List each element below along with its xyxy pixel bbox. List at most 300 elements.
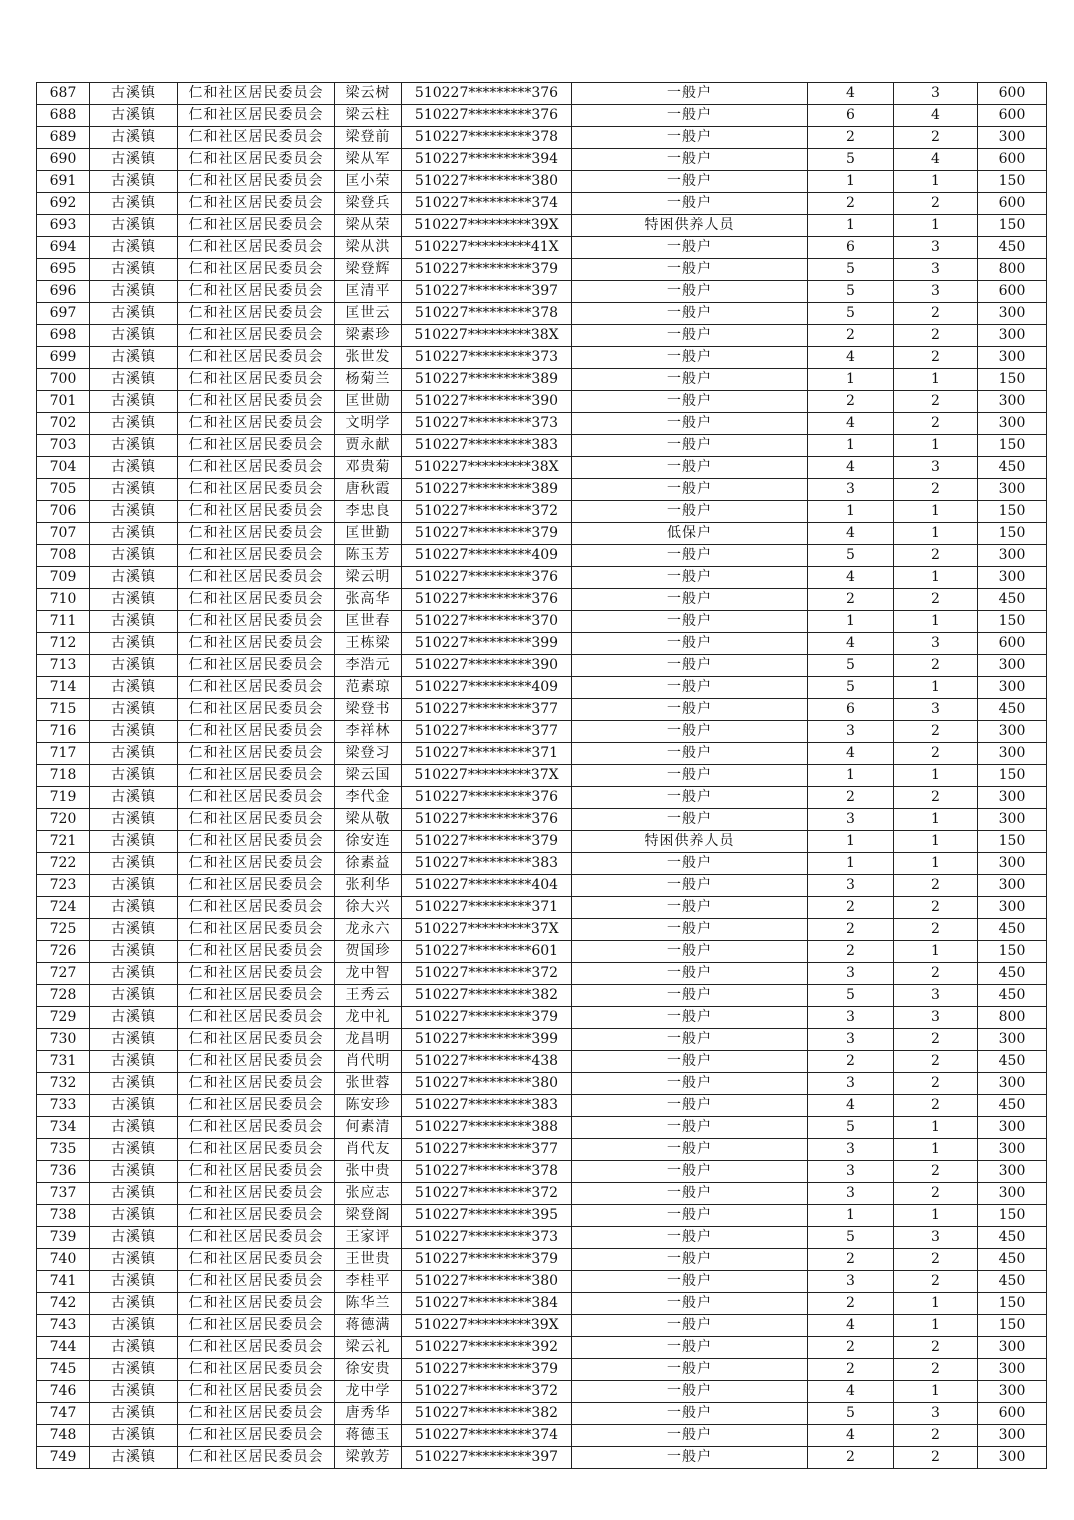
table-row: [37, 1293, 1047, 1315]
row-number-cell: 730: [37, 1029, 90, 1051]
household-size-cell: 4: [808, 1381, 894, 1403]
amount-cell: 300: [978, 303, 1047, 325]
household-category-cell: 一般户: [572, 1161, 808, 1183]
member-count-cell: 2: [894, 1073, 978, 1095]
resident-name-cell: 王栋梁: [335, 633, 402, 655]
household-category-cell: 一般户: [572, 699, 808, 721]
household-category-cell: 一般户: [572, 105, 808, 127]
row-number-cell: 698: [37, 325, 90, 347]
id-number-cell: 510227*********370: [402, 611, 572, 633]
row-number-cell: 688: [37, 105, 90, 127]
household-size-cell: 2: [808, 787, 894, 809]
row-number-cell: 687: [37, 83, 90, 105]
row-number-cell: 741: [37, 1271, 90, 1293]
table-row: [37, 1403, 1047, 1425]
id-number-cell: 510227*********39X: [402, 1315, 572, 1337]
amount-cell: 150: [978, 215, 1047, 237]
member-count-cell: 2: [894, 721, 978, 743]
amount-cell: 150: [978, 941, 1047, 963]
town-cell: 古溪镇: [90, 325, 178, 347]
member-count-cell: 3: [894, 259, 978, 281]
amount-cell: 300: [978, 391, 1047, 413]
row-number-cell: 699: [37, 347, 90, 369]
household-size-cell: 1: [808, 215, 894, 237]
table-row: [37, 611, 1047, 633]
row-number-cell: 689: [37, 127, 90, 149]
community-cell: 仁和社区居民委员会: [178, 809, 335, 831]
resident-name-cell: 梁云明: [335, 567, 402, 589]
table-row: [37, 1447, 1047, 1469]
household-category-cell: 一般户: [572, 1007, 808, 1029]
table-row: [37, 1425, 1047, 1447]
household-size-cell: 1: [808, 853, 894, 875]
id-number-cell: 510227*********373: [402, 1227, 572, 1249]
town-cell: 古溪镇: [90, 677, 178, 699]
table-row: [37, 963, 1047, 985]
town-cell: 古溪镇: [90, 457, 178, 479]
id-number-cell: 510227*********382: [402, 985, 572, 1007]
resident-name-cell: 匡世春: [335, 611, 402, 633]
member-count-cell: 2: [894, 127, 978, 149]
household-category-cell: 一般户: [572, 611, 808, 633]
household-category-cell: 一般户: [572, 963, 808, 985]
household-size-cell: 2: [808, 1293, 894, 1315]
household-category-cell: 一般户: [572, 1249, 808, 1271]
amount-cell: 300: [978, 897, 1047, 919]
household-category-cell: 一般户: [572, 985, 808, 1007]
resident-name-cell: 梁从军: [335, 149, 402, 171]
row-number-cell: 745: [37, 1359, 90, 1381]
resident-name-cell: 陈玉芳: [335, 545, 402, 567]
household-category-cell: 一般户: [572, 545, 808, 567]
row-number-cell: 716: [37, 721, 90, 743]
table-row: [37, 1073, 1047, 1095]
resident-name-cell: 李浩元: [335, 655, 402, 677]
table-row: [37, 655, 1047, 677]
table-row: [37, 765, 1047, 787]
household-category-cell: 一般户: [572, 1117, 808, 1139]
row-number-cell: 695: [37, 259, 90, 281]
town-cell: 古溪镇: [90, 633, 178, 655]
table-row: [37, 457, 1047, 479]
household-size-cell: 3: [808, 1007, 894, 1029]
row-number-cell: 731: [37, 1051, 90, 1073]
member-count-cell: 3: [894, 281, 978, 303]
community-cell: 仁和社区居民委员会: [178, 1271, 335, 1293]
table-row: [37, 721, 1047, 743]
table-row: [37, 347, 1047, 369]
household-category-cell: 一般户: [572, 589, 808, 611]
id-number-cell: 510227*********377: [402, 721, 572, 743]
resident-name-cell: 蒋德满: [335, 1315, 402, 1337]
member-count-cell: 2: [894, 1271, 978, 1293]
row-number-cell: 713: [37, 655, 90, 677]
community-cell: 仁和社区居民委员会: [178, 985, 335, 1007]
id-number-cell: 510227*********399: [402, 1029, 572, 1051]
community-cell: 仁和社区居民委员会: [178, 875, 335, 897]
member-count-cell: 1: [894, 611, 978, 633]
household-category-cell: 一般户: [572, 1447, 808, 1469]
community-cell: 仁和社区居民委员会: [178, 1359, 335, 1381]
amount-cell: 800: [978, 259, 1047, 281]
id-number-cell: 510227*********384: [402, 1293, 572, 1315]
household-size-cell: 3: [808, 875, 894, 897]
id-number-cell: 510227*********376: [402, 809, 572, 831]
id-number-cell: 510227*********390: [402, 391, 572, 413]
id-number-cell: 510227*********38X: [402, 457, 572, 479]
town-cell: 古溪镇: [90, 567, 178, 589]
member-count-cell: 2: [894, 391, 978, 413]
community-cell: 仁和社区居民委员会: [178, 83, 335, 105]
amount-cell: 300: [978, 787, 1047, 809]
amount-cell: 450: [978, 1249, 1047, 1271]
amount-cell: 450: [978, 1051, 1047, 1073]
community-cell: 仁和社区居民委员会: [178, 105, 335, 127]
household-size-cell: 6: [808, 237, 894, 259]
community-cell: 仁和社区居民委员会: [178, 1337, 335, 1359]
table-row: [37, 1117, 1047, 1139]
household-category-cell: 一般户: [572, 457, 808, 479]
household-category-cell: 一般户: [572, 787, 808, 809]
resident-name-cell: 李忠良: [335, 501, 402, 523]
member-count-cell: 3: [894, 237, 978, 259]
table-row: [37, 1139, 1047, 1161]
resident-name-cell: 王世贵: [335, 1249, 402, 1271]
resident-name-cell: 梁登前: [335, 127, 402, 149]
town-cell: 古溪镇: [90, 1073, 178, 1095]
amount-cell: 300: [978, 655, 1047, 677]
community-cell: 仁和社区居民委员会: [178, 633, 335, 655]
town-cell: 古溪镇: [90, 1337, 178, 1359]
table-row: [37, 127, 1047, 149]
id-number-cell: 510227*********376: [402, 105, 572, 127]
household-size-cell: 1: [808, 501, 894, 523]
community-cell: 仁和社区居民委员会: [178, 1029, 335, 1051]
amount-cell: 300: [978, 1161, 1047, 1183]
community-cell: 仁和社区居民委员会: [178, 149, 335, 171]
town-cell: 古溪镇: [90, 435, 178, 457]
town-cell: 古溪镇: [90, 875, 178, 897]
amount-cell: 600: [978, 281, 1047, 303]
amount-cell: 450: [978, 985, 1047, 1007]
town-cell: 古溪镇: [90, 281, 178, 303]
amount-cell: 300: [978, 567, 1047, 589]
member-count-cell: 2: [894, 919, 978, 941]
resident-name-cell: 梁云树: [335, 83, 402, 105]
id-number-cell: 510227*********399: [402, 633, 572, 655]
row-number-cell: 725: [37, 919, 90, 941]
household-category-cell: 一般户: [572, 1293, 808, 1315]
community-cell: 仁和社区居民委员会: [178, 1227, 335, 1249]
community-cell: 仁和社区居民委员会: [178, 1381, 335, 1403]
household-category-cell: 一般户: [572, 259, 808, 281]
household-size-cell: 2: [808, 1051, 894, 1073]
community-cell: 仁和社区居民委员会: [178, 699, 335, 721]
id-number-cell: 510227*********38X: [402, 325, 572, 347]
household-size-cell: 4: [808, 567, 894, 589]
amount-cell: 600: [978, 149, 1047, 171]
member-count-cell: 1: [894, 1293, 978, 1315]
id-number-cell: 510227*********376: [402, 787, 572, 809]
community-cell: 仁和社区居民委员会: [178, 831, 335, 853]
household-category-cell: 一般户: [572, 435, 808, 457]
household-size-cell: 5: [808, 149, 894, 171]
town-cell: 古溪镇: [90, 1205, 178, 1227]
row-number-cell: 746: [37, 1381, 90, 1403]
household-category-cell: 一般户: [572, 853, 808, 875]
amount-cell: 300: [978, 677, 1047, 699]
member-count-cell: 2: [894, 1447, 978, 1469]
id-number-cell: 510227*********372: [402, 1381, 572, 1403]
id-number-cell: 510227*********371: [402, 897, 572, 919]
id-number-cell: 510227*********373: [402, 347, 572, 369]
community-cell: 仁和社区居民委员会: [178, 765, 335, 787]
table-row: [37, 193, 1047, 215]
table-row: [37, 787, 1047, 809]
member-count-cell: 1: [894, 1205, 978, 1227]
household-size-cell: 3: [808, 1029, 894, 1051]
household-size-cell: 5: [808, 677, 894, 699]
member-count-cell: 2: [894, 413, 978, 435]
community-cell: 仁和社区居民委员会: [178, 347, 335, 369]
resident-name-cell: 张世发: [335, 347, 402, 369]
resident-name-cell: 徐素益: [335, 853, 402, 875]
town-cell: 古溪镇: [90, 149, 178, 171]
household-size-cell: 5: [808, 545, 894, 567]
row-number-cell: 700: [37, 369, 90, 391]
household-size-cell: 2: [808, 193, 894, 215]
household-category-cell: 一般户: [572, 1227, 808, 1249]
member-count-cell: 1: [894, 831, 978, 853]
household-size-cell: 3: [808, 721, 894, 743]
resident-name-cell: 唐秀华: [335, 1403, 402, 1425]
id-number-cell: 510227*********397: [402, 281, 572, 303]
household-size-cell: 2: [808, 941, 894, 963]
household-size-cell: 4: [808, 743, 894, 765]
table-row: [37, 809, 1047, 831]
table-row: [37, 897, 1047, 919]
table-row: [37, 1051, 1047, 1073]
household-size-cell: 3: [808, 809, 894, 831]
resident-name-cell: 王秀云: [335, 985, 402, 1007]
amount-cell: 150: [978, 611, 1047, 633]
id-number-cell: 510227*********373: [402, 413, 572, 435]
household-category-cell: 一般户: [572, 677, 808, 699]
id-number-cell: 510227*********395: [402, 1205, 572, 1227]
table-row: [37, 853, 1047, 875]
household-category-cell: 一般户: [572, 391, 808, 413]
id-number-cell: 510227*********389: [402, 479, 572, 501]
id-number-cell: 510227*********374: [402, 193, 572, 215]
row-number-cell: 722: [37, 853, 90, 875]
amount-cell: 600: [978, 105, 1047, 127]
town-cell: 古溪镇: [90, 611, 178, 633]
community-cell: 仁和社区居民委员会: [178, 1183, 335, 1205]
community-cell: 仁和社区居民委员会: [178, 743, 335, 765]
household-category-cell: 一般户: [572, 281, 808, 303]
id-number-cell: 510227*********374: [402, 1425, 572, 1447]
household-size-cell: 4: [808, 83, 894, 105]
id-number-cell: 510227*********379: [402, 1007, 572, 1029]
household-category-cell: 一般户: [572, 1205, 808, 1227]
community-cell: 仁和社区居民委员会: [178, 963, 335, 985]
id-number-cell: 510227*********378: [402, 1161, 572, 1183]
row-number-cell: 718: [37, 765, 90, 787]
row-number-cell: 691: [37, 171, 90, 193]
resident-name-cell: 梁云礼: [335, 1337, 402, 1359]
community-cell: 仁和社区居民委员会: [178, 479, 335, 501]
member-count-cell: 2: [894, 963, 978, 985]
resident-name-cell: 陈安珍: [335, 1095, 402, 1117]
member-count-cell: 2: [894, 1095, 978, 1117]
id-number-cell: 510227*********601: [402, 941, 572, 963]
amount-cell: 300: [978, 1073, 1047, 1095]
member-count-cell: 2: [894, 1425, 978, 1447]
resident-name-cell: 杨菊兰: [335, 369, 402, 391]
town-cell: 古溪镇: [90, 1095, 178, 1117]
table-row: [37, 215, 1047, 237]
resident-name-cell: 贾永献: [335, 435, 402, 457]
household-category-cell: 一般户: [572, 875, 808, 897]
id-number-cell: 510227*********390: [402, 655, 572, 677]
table-row: [37, 1095, 1047, 1117]
id-number-cell: 510227*********382: [402, 1403, 572, 1425]
amount-cell: 600: [978, 1403, 1047, 1425]
id-number-cell: 510227*********376: [402, 83, 572, 105]
community-cell: 仁和社区居民委员会: [178, 1403, 335, 1425]
table-row: [37, 479, 1047, 501]
row-number-cell: 743: [37, 1315, 90, 1337]
resident-name-cell: 何素清: [335, 1117, 402, 1139]
community-cell: 仁和社区居民委员会: [178, 523, 335, 545]
town-cell: 古溪镇: [90, 765, 178, 787]
household-size-cell: 3: [808, 1183, 894, 1205]
table-row: [37, 1183, 1047, 1205]
row-number-cell: 726: [37, 941, 90, 963]
town-cell: 古溪镇: [90, 1183, 178, 1205]
household-size-cell: 5: [808, 655, 894, 677]
community-cell: 仁和社区居民委员会: [178, 303, 335, 325]
town-cell: 古溪镇: [90, 985, 178, 1007]
household-size-cell: 4: [808, 457, 894, 479]
table-row: [37, 259, 1047, 281]
member-count-cell: 2: [894, 325, 978, 347]
id-number-cell: 510227*********379: [402, 523, 572, 545]
amount-cell: 800: [978, 1007, 1047, 1029]
community-cell: 仁和社区居民委员会: [178, 1007, 335, 1029]
household-category-cell: 一般户: [572, 1051, 808, 1073]
resident-name-cell: 肖代友: [335, 1139, 402, 1161]
resident-name-cell: 李祥林: [335, 721, 402, 743]
household-size-cell: 5: [808, 259, 894, 281]
community-cell: 仁和社区居民委员会: [178, 325, 335, 347]
community-cell: 仁和社区居民委员会: [178, 435, 335, 457]
amount-cell: 300: [978, 347, 1047, 369]
community-cell: 仁和社区居民委员会: [178, 1425, 335, 1447]
member-count-cell: 4: [894, 105, 978, 127]
resident-name-cell: 梁登书: [335, 699, 402, 721]
household-category-cell: 一般户: [572, 237, 808, 259]
table-row: [37, 435, 1047, 457]
member-count-cell: 1: [894, 853, 978, 875]
member-count-cell: 1: [894, 1117, 978, 1139]
member-count-cell: 2: [894, 1051, 978, 1073]
member-count-cell: 3: [894, 1007, 978, 1029]
amount-cell: 300: [978, 1381, 1047, 1403]
amount-cell: 150: [978, 369, 1047, 391]
town-cell: 古溪镇: [90, 215, 178, 237]
amount-cell: 600: [978, 83, 1047, 105]
row-number-cell: 744: [37, 1337, 90, 1359]
community-cell: 仁和社区居民委员会: [178, 1095, 335, 1117]
household-category-cell: 一般户: [572, 809, 808, 831]
community-cell: 仁和社区居民委员会: [178, 1117, 335, 1139]
town-cell: 古溪镇: [90, 963, 178, 985]
resident-name-cell: 梁登习: [335, 743, 402, 765]
member-count-cell: 4: [894, 149, 978, 171]
id-number-cell: 510227*********378: [402, 127, 572, 149]
household-size-cell: 1: [808, 831, 894, 853]
id-number-cell: 510227*********39X: [402, 215, 572, 237]
amount-cell: 450: [978, 237, 1047, 259]
town-cell: 古溪镇: [90, 193, 178, 215]
household-size-cell: 3: [808, 963, 894, 985]
id-number-cell: 510227*********378: [402, 303, 572, 325]
amount-cell: 450: [978, 457, 1047, 479]
town-cell: 古溪镇: [90, 1315, 178, 1337]
community-cell: 仁和社区居民委员会: [178, 897, 335, 919]
household-category-cell: 一般户: [572, 149, 808, 171]
household-size-cell: 2: [808, 897, 894, 919]
amount-cell: 600: [978, 193, 1047, 215]
member-count-cell: 2: [894, 545, 978, 567]
town-cell: 古溪镇: [90, 831, 178, 853]
resident-name-cell: 梁从敬: [335, 809, 402, 831]
town-cell: 古溪镇: [90, 171, 178, 193]
row-number-cell: 720: [37, 809, 90, 831]
id-number-cell: 510227*********383: [402, 853, 572, 875]
id-number-cell: 510227*********372: [402, 1183, 572, 1205]
community-cell: 仁和社区居民委员会: [178, 237, 335, 259]
id-number-cell: 510227*********380: [402, 1073, 572, 1095]
household-size-cell: 6: [808, 105, 894, 127]
member-count-cell: 1: [894, 677, 978, 699]
amount-cell: 150: [978, 765, 1047, 787]
town-cell: 古溪镇: [90, 1227, 178, 1249]
amount-cell: 300: [978, 1029, 1047, 1051]
table-row: [37, 1205, 1047, 1227]
town-cell: 古溪镇: [90, 545, 178, 567]
household-category-cell: 一般户: [572, 1425, 808, 1447]
amount-cell: 300: [978, 1183, 1047, 1205]
row-number-cell: 733: [37, 1095, 90, 1117]
town-cell: 古溪镇: [90, 391, 178, 413]
amount-cell: 150: [978, 1315, 1047, 1337]
amount-cell: 450: [978, 699, 1047, 721]
amount-cell: 300: [978, 743, 1047, 765]
town-cell: 古溪镇: [90, 523, 178, 545]
town-cell: 古溪镇: [90, 1403, 178, 1425]
household-size-cell: 2: [808, 127, 894, 149]
amount-cell: 300: [978, 127, 1047, 149]
community-cell: 仁和社区居民委员会: [178, 853, 335, 875]
resident-name-cell: 张高华: [335, 589, 402, 611]
amount-cell: 300: [978, 545, 1047, 567]
table-row: [37, 1227, 1047, 1249]
row-number-cell: 704: [37, 457, 90, 479]
resident-name-cell: 匡世勋: [335, 391, 402, 413]
id-number-cell: 510227*********380: [402, 171, 572, 193]
